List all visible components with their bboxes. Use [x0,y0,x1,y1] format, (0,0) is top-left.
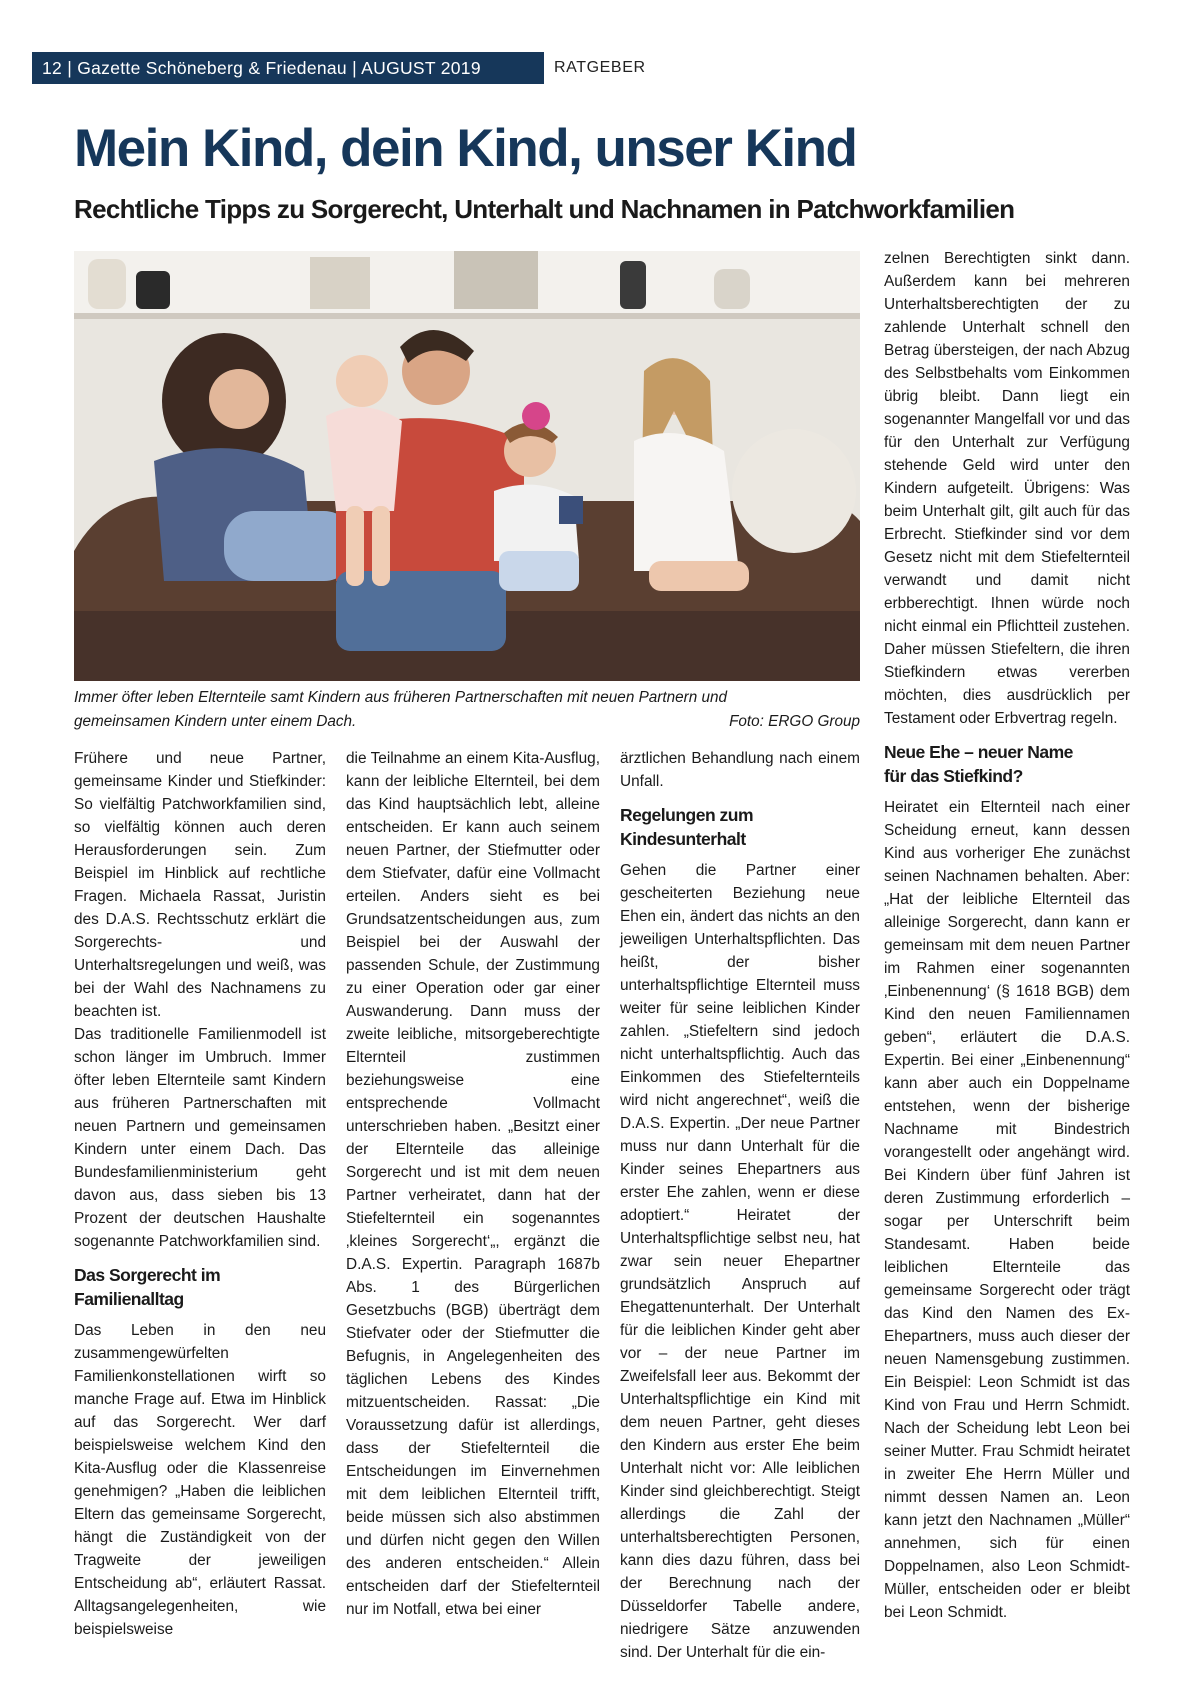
article-column-4 [884,247,1130,1624]
heading-line-1: Neue Ehe – neuer Name [884,742,1073,762]
photo-caption [74,686,860,734]
section-heading-nachname [884,740,1130,788]
body-paragraph: die Teilnahme an einem Kita-Ausflug, kann der leibliche Elternteil, bei dem das Kind hauptsächlich lebt, alleine entscheiden. Er kann auch seinem neuen Partner, der Stiefmutter oder dem Stiefvater, dafür eine Vollmacht erteilen. Anders sieht es bei Grundsatzentscheidungen aus, zum Beispiel bei der Auswahl der passenden Schule, der Zustimmung zu einer Operation oder gar einer Auswanderung. Dann muss der zweite leibliche, mitsorgeberechtigte Elternteil zustimmen beziehungsweise eine entsprechende Vollmacht unterschrieben haben. „Besitzt einer der Elternteile das alleinige Sorgerecht und ist mit dem neuen Partner verheiratet, dann hat der Stiefelternteil ein sogenanntes ‚kleines Sorgerecht‘„, ergänzt die D.A.S. Expertin. Paragraph 1687b Abs. 1 des Bürgerlichen Gesetzbuchs (BGB) überträgt dem Stiefvater oder der Stiefmutter die Befugnis, in Angelegenheiten des täglichen Lebens des Kindes mitzuentscheiden. Rassat: „Die Voraussetzung dafür ist allerdings, dass der Stiefelternteil die Entscheidungen im Einvernehmen mit dem leiblichen Elternteil trifft, beide müssen sich also abstimmen und dürfen nicht gegen den Willen des anderen entscheiden.“ Allein entscheiden darf der Stiefelternteil nur im Notfall, etwa bei einer [346,750,600,1618]
body-paragraph: zelnen Berechtigten sinkt dann. Außerdem kann bei mehreren Unterhaltsberechtigten der zu zahlende Unterhalt schnell den Betrag übersteigen, der nach Abzug des Selbstbehalts vom Einkommen übrig bleibt. Dann liegt ein sogenannter Mangelfall vor und das für den Unterhalt zur Verfügung stehende Geld wird unter den Kindern aufgeteilt. Übrigens: Was beim Unterhalt gilt, gilt auch für das Erbrecht. Stiefkinder sind vor dem Gesetz nicht mit dem Stiefelternteil verwandt und damit nicht erbberechtigt. Ihnen würde noch nicht einmal ein Pflichtteil zustehen. Daher müssen Stiefeltern, die ihren Stiefkindern etwas vererben möchten, dies ausdrücklich per Testament oder Erbvertrag regeln. [884,250,1130,727]
caption-line-2 [74,710,860,734]
article-column-3 [620,747,860,1664]
article-column-1 [74,747,326,1641]
body-paragraph: Gehen die Partner einer gescheiterten Beziehung neue Ehen ein, ändert das nichts an den jeweiligen Unterhaltspflichten. Das heißt, der bisher unterhaltspflichtige Elternteil muss weiter für seine leiblichen Kinder zahlen. „Stiefeltern sind jedoch nicht unterhaltspflichtig. Auch das Einkommen des Stiefelternteils wird nicht angerechnet“, weiß die D.A.S. Expertin. „Der neue Partner muss nur dann Unterhalt für die Kinder seines Ehepartners aus erster Ehe zahlen, wenn er diese adoptiert.“ Heiratet der Unterhaltspflichtige selbst neu, hat zwar sein neuer Ehepartner grundsätzlich Anspruch auf Ehegattenunterhalt. Der Unterhalt für die leiblichen Kinder geht aber vor – der neue Partner im Zweifelsfall leer aus. Bekommt der Unterhaltspflichtige ein Kind mit dem neuen Partner, geht dieses den Kindern aus erster Ehe beim Unterhalt nicht vor: Alle leiblichen Kinder sind gleichberechtigt. Steigt allerdings die Zahl der unterhaltsberechtigten Personen, kann dies dazu führen, dass bei der Berechnung nach der Düsseldorfer Tabelle andere, niedrigere Sätze anzuwenden sind. Der Unterhalt für die ein- [620,862,860,1661]
body-paragraph: ärztlichen Behandlung nach einem Unfall. [620,750,860,790]
article-column-2 [346,747,600,1621]
caption-line-1 [74,686,860,710]
section-heading-sorgerecht: Das Sorgerecht im Familienalltag [74,1265,221,1309]
body-paragraph: Das traditionelle Familienmodell ist schon länger im Umbruch. Immer öfter leben Elternteile samt Kindern aus früheren Partnerschaften mit neuen Partnern und gemeinsamen Kindern unter einem Dach. Das Bundesfamilienministerium geht davon aus, dass sieben bis 13 Prozent der deutschen Haushalte sogenannte Patchworkfamilien sind. [74,1026,326,1250]
page-info: 12 | Gazette Schöneberg & Friedenau | AUGUST 2019 [42,58,481,78]
heading-line-2: für das Stiefkind? [884,766,1023,786]
caption-text-1: Immer öfter leben Elternteile samt Kindern aus früheren Partnerschaften mit neuen Partnern und [74,689,728,706]
subheadline: Rechtliche Tipps zu Sorgerecht, Unterhalt und Nachnamen in Patchworkfamilien [74,194,1015,224]
body-paragraph: Heiratet ein Elternteil nach einer Scheidung erneut, kann dessen Kind aus vorheriger Ehe zunächst seinen Nachnamen behalten. Aber: „Hat der leibliche Elternteil das alleinige Sorgerecht, dann kann er gemeinsam mit dem neuen Partner im Rahmen einer sogenannten ‚Einbenennung‘ (§ 1618 BGB) dem Kind den neuen Familiennamen geben“, erläutert die D.A.S. Expertin. Bei einer „Einbenennung“ kann aber auch ein Doppelname entstehen, wenn der bisherige Nachname mit Bindestrich vorangestellt oder angehängt wird. Bei Kindern über fünf Jahren ist deren Zustimmung erforderlich – sogar per Unterschrift beim Standesamt. Haben beide leiblichen Elternteile das gemeinsame Sorgerecht oder trägt das Kind den Namen des Ex-Ehepartners, muss auch dieser der neuen Namensgebung zustimmen. Ein Beispiel: Leon Schmidt ist das Kind von Frau und Herrn Schmidt. Nach der Scheidung lebt Leon bei seiner Mutter. Frau Schmidt heiratet in zweiter Ehe Herrn Müller und nimmt dessen Namen an. Leon kann jetzt den Nachnamen „Müller“ annehmen, sich für einen Doppelnamen, also Leon Schmidt-Müller, entscheiden oder er bleibt bei Leon Schmidt. [884,799,1130,1621]
section-heading-unterhalt: Regelungen zum Kindesunterhalt [620,805,754,849]
body-paragraph: Das Leben in den neu zusammengewürfelten Familienkonstellationen wirft so manche Frage auf. Etwa im Hinblick auf das Sorgerecht. Wer darf beispielsweise welchem Kind den Kita-Ausflug oder die Klassenreise genehmigen? „Haben die leiblichen Eltern das gemeinsame Sorgerecht, hängt die Zuständigkeit von der Tragweite der jeweiligen Entscheidung ab“, erläutert Rassat. Alltagsangelegenheiten, wie beispielsweise [74,1322,326,1638]
photo-credit: Foto: ERGO Group [729,713,860,730]
headline: Mein Kind, dein Kind, unser Kind [74,119,857,178]
caption-text-2: gemeinsamen Kindern unter einem Dach. [74,713,357,730]
family-photo [74,251,860,681]
intro-paragraph: Frühere und neue Partner, gemeinsame Kinder und Stiefkinder: So vielfältig Patchworkfamilien sind, so vielfältig können auch deren Herausforderungen sein. Zum Beispiel im Hinblick auf rechtliche Fragen. Michaela Rassat, Juristin des D.A.S. Rechtsschutz erklärt die Sorgerechts- und Unterhaltsregelungen und weiß, was bei der Wahl des Nachnamens zu beachten ist. [74,750,326,1020]
section-label: RATGEBER [554,59,646,76]
